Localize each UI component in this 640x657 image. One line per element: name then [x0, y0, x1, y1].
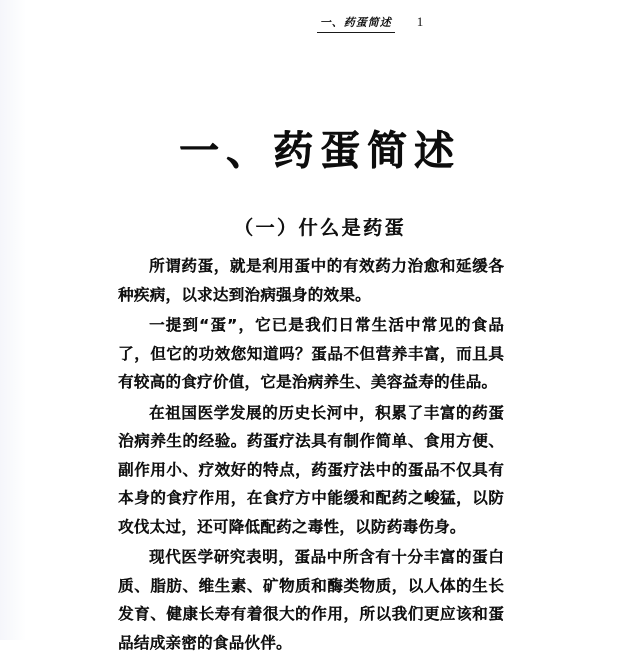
running-header [0, 14, 640, 33]
paragraph: 现代医学研究表明，蛋品中所含有十分丰富的蛋白质、脂肪、维生素、矿物质和酶类物质，以人体的生长发育、健康长寿有着很大的作用，所以我们更应该和蛋品结成亲密的食品伙伴。 [118, 548, 504, 652]
paragraph: 在祖国医学发展的历史长河中，积累了丰富的药蛋治病养生的经验。药蛋疗法具有制作简单、食用方便、副作用小、疗效好的特点，药蛋疗法中的蛋品不仅具有本身的食疗作用，在食疗方中能缓和配药之峻猛，以防攻伐太过，还可降低配药之毒性，以防药毒伤身。 [118, 403, 504, 536]
body-copy [118, 252, 504, 657]
section-title: （一）什么是药蛋 [233, 216, 406, 239]
page-number: 1 [416, 14, 424, 29]
running-header-inner [317, 14, 424, 33]
running-header-title: 一、药蛋简述 [317, 14, 395, 33]
chapter-title: 一、药蛋简述 [179, 127, 461, 174]
paragraph: 所谓药蛋，就是利用蛋中的有效药力治愈和延缓各种疾病，以求达到治病强身的效果。 [118, 257, 504, 304]
scan-edge-artifact [0, 0, 26, 640]
paragraph: 一提到“蛋”，它已是我们日常生活中常见的食品了，但它的功效您知道吗？蛋品不但营养丰富，而且具有较高的食疗价值，它是治病养生、美容益寿的佳品。 [118, 316, 504, 391]
